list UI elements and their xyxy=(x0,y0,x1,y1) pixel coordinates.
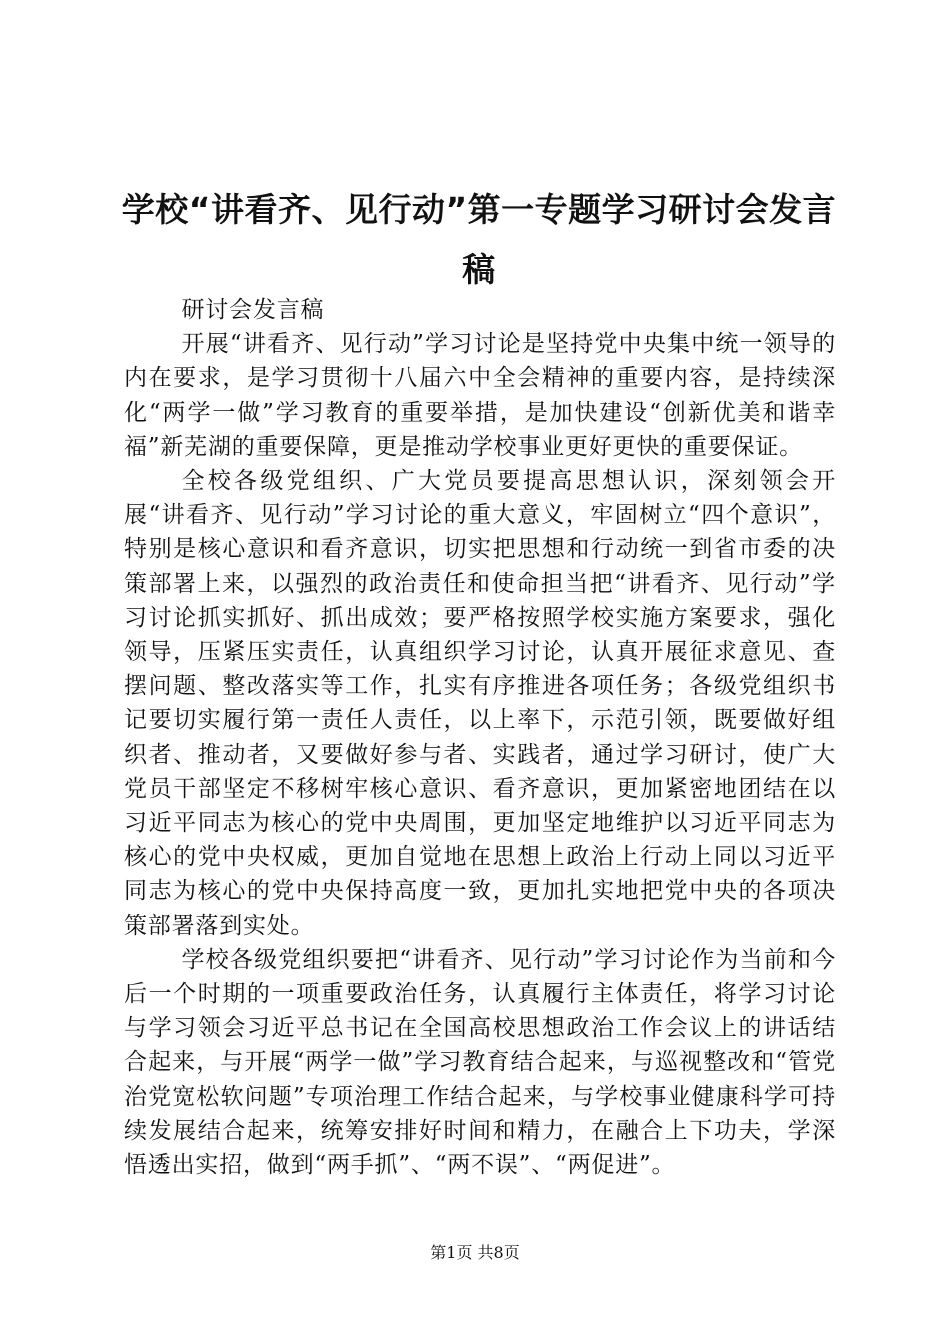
document-title: 学校“讲看齐、见行动”第一专题学习研讨会发言稿 xyxy=(121,190,837,289)
document-body xyxy=(124,293,836,1182)
page-number-footer: 第1页 共8页 xyxy=(430,1243,520,1262)
paragraph-1: 开展“讲看齐、见行动”学习讨论是坚持党中央集中统一领导的内在要求，是学习贯彻十八届六中全会精神的重要内容，是持续深化“两学一做”学习教育的重要举措，是加快建设“创新优美和谐幸福”新芜湖的重要保障，更是推动学校事业更好更快的重要保证。 xyxy=(124,331,836,460)
paragraph-3: 学校各级党组织要把“讲看齐、见行动”学习讨论作为当前和今后一个时期的一项重要政治任务，认真履行主体责任，将学习讨论与学习领会习近平总书记在全国高校思想政治工作会议上的讲话结合起来，与开展“两学一做”学习教育结合起来，与巡视整改和“管党治党宽松软问题”专项治理工作结合起来，与学校事业健康科学可持续发展结合起来，统筹安排好时间和精力，在融合上下功夫，学深悟透出实招，做到“两手抓”、“两不误”、“两促进”。 xyxy=(124,946,836,1179)
paragraph-2: 全校各级党组织、广大党员要提高思想认识，深刻领会开展“讲看齐、见行动”学习讨论的重大意义，牢固树立“四个意识”，特别是核心意识和看齐意识，切实把思想和行动统一到省市委的决策部署上来，以强烈的政治责任和使命担当把“讲看齐、见行动”学习讨论抓实抓好、抓出成效；要严格按照学校实施方案要求，强化领导，压紧压实责任，认真组织学习讨论，认真开展征求意见、查摆问题、整改落实等工作，扎实有序推进各项任务；各级党组织书记要切实履行第一责任人责任，以上率下，示范引领，既要做好组织者、推动者，又要做好参与者、实践者，通过学习研讨，使广大党员干部坚定不移树牢核心意识、看齐意识，更加紧密地团结在以习近平同志为核心的党中央周围，更加坚定地维护以习近平同志为核心的党中央权威，更加自觉地在思想上政治上行动上同以习近平同志为核心的党中央保持高度一致，更加扎实地把党中央的各项决策部署落到实处。 xyxy=(124,468,836,939)
paragraph-subtitle: 研讨会发言稿 xyxy=(181,297,325,323)
